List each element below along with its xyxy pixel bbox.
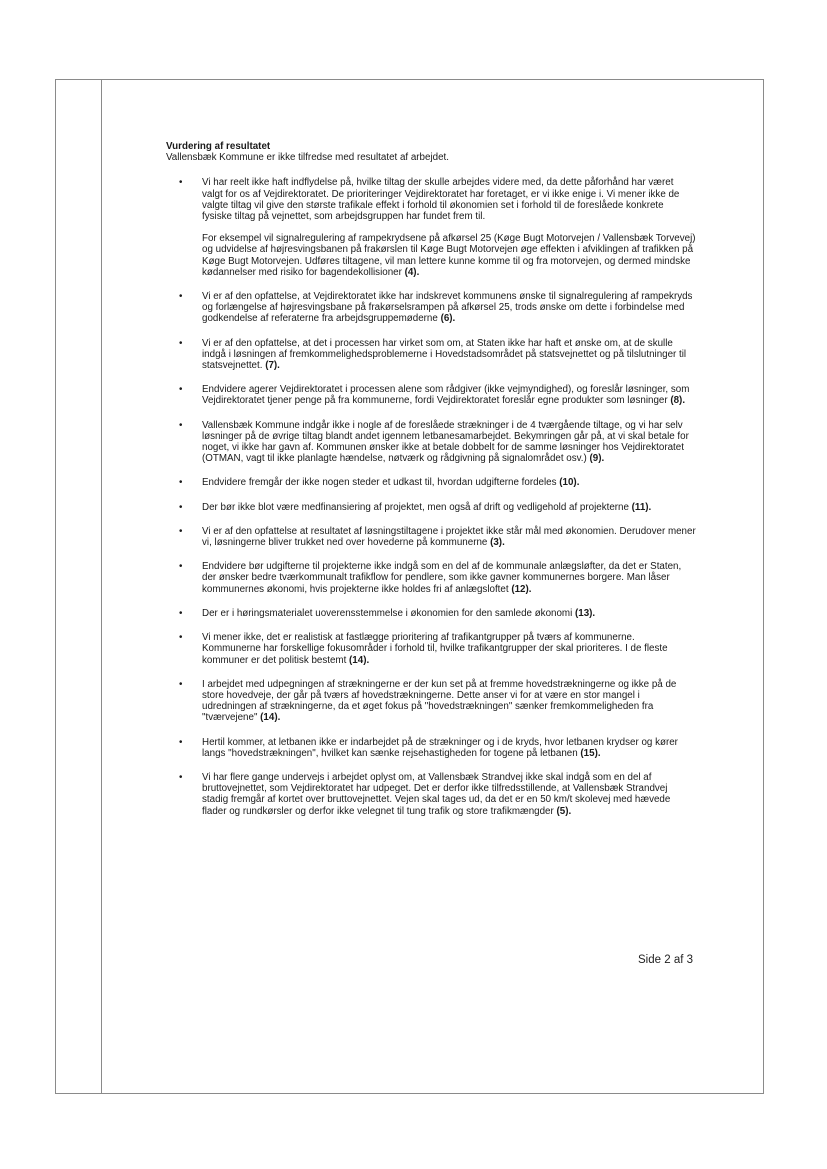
document-body: [166, 141, 696, 830]
list-item: [166, 737, 696, 759]
list-item-text: Endvidere bør udgifterne til projekterne ikke indgå som en del af de kommunale anlægsløfter, da det er Staten, der ønsker bedre tværkommunalt trafikflow for pendlere, som ikke gavner kommunernes borgere. Man låser kommunernes økonomi, hvis projekterne ikke holdes fri af anlægsloftet: [202, 561, 682, 595]
list-item-text: Vi mener ikke, det er realistisk at fastlægge prioritering af trafikantgrupper på tværs af kommunerne. Kommunerne har forskellige fokusområder i forhold til, hvilke trafikantgrupper der skal prioriteres. I de fleste kommuner er det politisk bestemt: [202, 632, 668, 666]
list-item: [166, 526, 696, 548]
reference-number: (14).: [260, 712, 281, 724]
list-item-text: Endvidere agerer Vejdirektoratet i processen alene som rådgiver (ikke vejmyndighed), og foreslår løsninger, som Vejdirektoratet tjener penge på fra kommunerne, fordi Vejdirektoratet foreslår egne produkter som løsninger: [202, 384, 690, 407]
reference-number: (15).: [580, 747, 601, 759]
list-item-text: Vi er af den opfattelse, at Vejdirektoratet ikke har indskrevet kommunens ønske til signalregulering af rampekryds og forlængelse af højresvingsbane på frakørselsrampen på afkørsel 25, trods ønske om dette i forbindelse med godkendelse af referaterne fra arbejdsgruppemøderne: [202, 291, 693, 325]
reference-number: (5).: [556, 805, 572, 817]
reference-number: (12).: [511, 583, 532, 595]
bullet-icon: •: [179, 678, 183, 690]
list-item: [166, 632, 696, 666]
reference-number: (3).: [490, 537, 505, 549]
margin-rule: [101, 79, 102, 1094]
bullet-icon: •: [179, 771, 183, 783]
bullet-icon: •: [179, 501, 183, 513]
list-item-text: Der bør ikke blot være medfinansiering af projektet, men også af drift og vedligehold af projekterne: [202, 501, 629, 513]
bullet-icon: •: [179, 477, 183, 489]
list-item: [166, 772, 696, 817]
reference-number: (14).: [349, 654, 370, 666]
page-number: Side 2 af 3: [638, 954, 693, 966]
list-item-text: Endvidere fremgår der ikke nogen steder et udkast til, hvordan udgifterne fordeles: [202, 477, 557, 489]
list-item-text: Der er i høringsmaterialet uoverensstemmelse i økonomien for den samlede økonomi: [202, 607, 573, 619]
list-item-text: Vi har reelt ikke haft indflydelse på, hvilke tiltag der skulle arbejdes videre med, da dette påforhånd har været valgt for os af Vejdirektoratet. De prioriteringer Vejdirektoratet har foretaget, er vi ikke enige i. Vi mener ikke de valgte tiltag vil give den største trafikale effekt i forhold til økonomien set i forhold til de foreslåede konkrete fysiske tiltag på vejnettet, som arbejdsgruppen har fundet frem til.: [202, 177, 680, 223]
reference-number: (4).: [404, 266, 420, 278]
list-item: [166, 608, 696, 619]
list-item-text: I arbejdet med udpegningen af strækningerne er der kun set på at fremme hovedstrækningerne og ikke på de store hovedveje, der går på tværs af hovedstrækningerne. Dette anser vi for at være en stor mangel i udredningen af strækningerne, da et øget fokus på "hovedstrækningen" sænker fremkommeligheden fra "tværvejene": [202, 678, 677, 724]
list-item-text: Vallensbæk Kommune indgår ikke i nogle af de foreslåede strækninger i de 4 tværgående tiltage, og vi har selv løsninger på de øvrige tiltag blandt andet igennem letbanesamarbejdet. Bekymringen går på, at vi skal betale for noget, vi ikke har gavn af. Kommunen ønsker ikke at betale dobbelt for de samme løsninger hos Vejdirektoratet (OTMAN, vagt til ikke planlagte hændelse, nøtværk og rådgivning på signalområdet osv.): [202, 419, 689, 465]
bullet-icon: •: [179, 632, 183, 644]
reference-number: (7).: [265, 360, 280, 372]
bullet-icon: •: [179, 291, 183, 303]
list-item: [166, 177, 696, 278]
list-item-text: Vi har flere gange undervejs i arbejdet oplyst om, at Vallensbæk Strandvej ikke skal indgå som en del af bruttovejnettet, som Vejdirektoratet har udpeget. Det er derfor ikke tilfredsstillende, at Vallensbæk Strandvej stadig fremgår af kortet over bruttovejnettet. Vejen skal tages ud, da det er en 50 km/t skolevej med hævede flader og rundkørsler og derfor ikke velegnet til tung trafik og store trafikmængder: [202, 771, 671, 817]
bullet-icon: •: [179, 419, 183, 431]
bullet-list: [166, 177, 696, 816]
reference-number: (6).: [440, 313, 456, 325]
list-item: [166, 384, 696, 406]
bullet-icon: •: [179, 177, 183, 189]
reference-number: (10).: [559, 477, 580, 489]
list-item-text: Vi er af den opfattelse, at det i processen har virket som om, at Staten ikke har haft et ønske om, at de skulle indgå i løsningen af fremkommelighedsproblemerne i Hovedstadsområdet på statsvejnettet og på tilslutninger til statsvejnettet.: [202, 337, 687, 372]
bullet-icon: •: [179, 561, 183, 573]
section-heading: Vurdering af resultatet: [166, 141, 271, 152]
list-item: [166, 477, 696, 488]
list-item: [166, 679, 696, 724]
bullet-icon: •: [179, 736, 183, 748]
list-item: [166, 561, 696, 595]
list-item-text: Hertil kommer, at letbanen ikke er indarbejdet på de strækninger og i de kryds, hvor letbanen krydser og kører langs "hovedstrækningen", hvilket kan sænke rejsehastigheden for togene på letbanen: [202, 736, 678, 759]
list-item: [166, 338, 696, 372]
bullet-icon: •: [179, 607, 183, 619]
bullet-icon: •: [179, 384, 183, 396]
list-item: [166, 420, 696, 465]
reference-number: (9).: [589, 453, 605, 465]
list-item: [166, 291, 696, 325]
list-item: [166, 502, 696, 513]
list-item-text: Vi er af den opfattelse at resultatet af løsningstiltagene i projektet ikke står mål med økonomien. Derudover mener vi, løsningerne bliver trukket ned over hovederne på kommunerne: [202, 525, 696, 549]
reference-number: (13).: [575, 607, 596, 619]
intro-paragraph: Vallensbæk Kommune er ikke tilfredse med resultatet af arbejdet.: [166, 152, 449, 164]
reference-number: (11).: [631, 501, 652, 513]
list-item-subparagraph: For eksempel vil signalregulering af rampekrydsene på afkørsel 25 (Køge Bugt Motorvejen / Vallensbæk Torvevej) og udvidelse af højresvingsbanen på frakørslen til Køge Bugt Motorvejen øge effekten i afviklingen af trafikken på Køge Bugt Motorvejen. Udføres tiltagene, vil man lettere kunne komme til og fra motorvejen, og dermed mindske kødannelser med risiko for bagendekollisioner: [202, 233, 696, 278]
bullet-icon: •: [179, 525, 183, 537]
bullet-icon: •: [179, 337, 183, 349]
reference-number: (8).: [670, 395, 686, 407]
